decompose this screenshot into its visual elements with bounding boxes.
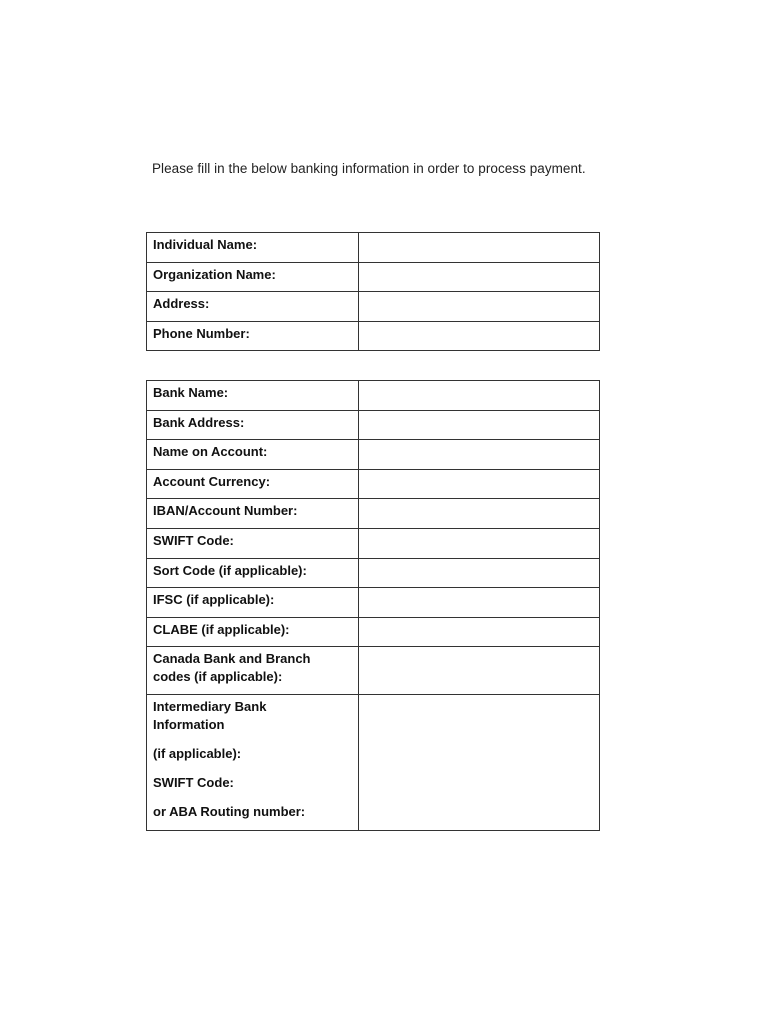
intermediary-bank-label-line-2: Information xyxy=(153,717,225,733)
intermediary-bank-field[interactable] xyxy=(359,695,600,831)
table-row xyxy=(147,617,600,647)
ifsc-label: IFSC (if applicable): xyxy=(147,588,359,618)
contact-info-table xyxy=(146,232,600,351)
individual-name-field[interactable] xyxy=(359,233,600,263)
clabe-field[interactable] xyxy=(359,617,600,647)
table-row xyxy=(147,588,600,618)
table-row xyxy=(147,440,600,470)
intermediary-bank-label-line-1: Intermediary Bank xyxy=(153,699,267,715)
table-row xyxy=(147,410,600,440)
bank-address-field[interactable] xyxy=(359,410,600,440)
individual-name-label: Individual Name: xyxy=(147,233,359,263)
table-row xyxy=(147,695,600,831)
canada-bank-branch-codes-label-line-1: Canada Bank and Branch xyxy=(153,651,311,667)
account-currency-field[interactable] xyxy=(359,469,600,499)
canada-bank-branch-codes-label xyxy=(147,647,359,695)
name-on-account-label: Name on Account: xyxy=(147,440,359,470)
table-row xyxy=(147,528,600,558)
name-on-account-field[interactable] xyxy=(359,440,600,470)
table-row xyxy=(147,321,600,351)
address-field[interactable] xyxy=(359,292,600,322)
iban-account-number-label: IBAN/Account Number: xyxy=(147,499,359,529)
swift-code-label: SWIFT Code: xyxy=(147,528,359,558)
phone-number-field[interactable] xyxy=(359,321,600,351)
sort-code-label: Sort Code (if applicable): xyxy=(147,558,359,588)
table-row xyxy=(147,499,600,529)
canada-bank-branch-codes-field[interactable] xyxy=(359,647,600,695)
intermediary-bank-label-line-3: (if applicable): xyxy=(153,746,242,762)
bank-name-field[interactable] xyxy=(359,381,600,411)
bank-info-table xyxy=(146,380,600,831)
phone-number-label: Phone Number: xyxy=(147,321,359,351)
account-currency-label: Account Currency: xyxy=(147,469,359,499)
organization-name-field[interactable] xyxy=(359,262,600,292)
intermediary-bank-label-line-5: or ABA Routing number: xyxy=(153,804,306,820)
ifsc-field[interactable] xyxy=(359,588,600,618)
intermediary-bank-label xyxy=(147,695,359,831)
table-row xyxy=(147,647,600,695)
sort-code-field[interactable] xyxy=(359,558,600,588)
address-label: Address: xyxy=(147,292,359,322)
bank-name-label: Bank Name: xyxy=(147,381,359,411)
bank-address-label: Bank Address: xyxy=(147,410,359,440)
table-row xyxy=(147,233,600,263)
table-row xyxy=(147,558,600,588)
canada-bank-branch-codes-label-line-2: codes (if applicable): xyxy=(153,669,283,685)
table-row xyxy=(147,469,600,499)
table-row xyxy=(147,292,600,322)
intro-text: Please fill in the below banking information in order to process payment. xyxy=(152,161,586,176)
intermediary-bank-label-line-4: SWIFT Code: xyxy=(153,775,234,791)
clabe-label: CLABE (if applicable): xyxy=(147,617,359,647)
table-row xyxy=(147,262,600,292)
swift-code-field[interactable] xyxy=(359,528,600,558)
iban-account-number-field[interactable] xyxy=(359,499,600,529)
table-row xyxy=(147,381,600,411)
organization-name-label: Organization Name: xyxy=(147,262,359,292)
